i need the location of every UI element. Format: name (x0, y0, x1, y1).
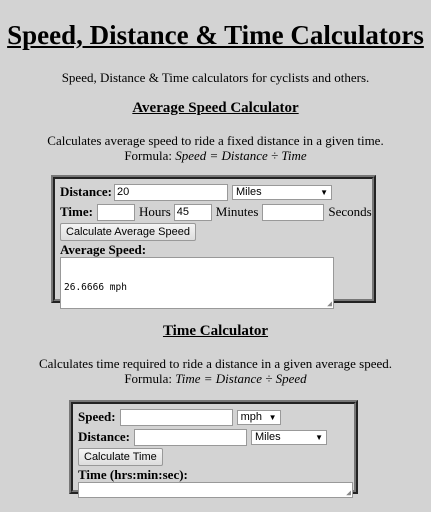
time-calc-formula: Time = Distance ÷ Speed (175, 371, 307, 386)
calculate-average-speed-button[interactable]: Calculate Average Speed (60, 223, 196, 241)
resize-grip-icon[interactable]: ◢ (346, 488, 351, 497)
time-distance-label: Distance: (78, 429, 130, 444)
calculate-time-button[interactable]: Calculate Time (78, 448, 163, 466)
average-speed-label: Average Speed: (60, 242, 147, 257)
avg-speed-desc-text: Calculates average speed to ride a fixed distance in a given time. (47, 133, 384, 148)
time-calc-form (69, 400, 358, 497)
minutes-input[interactable] (174, 204, 212, 221)
speed-label: Speed: (78, 409, 116, 424)
distance-input[interactable] (114, 184, 228, 201)
avg-speed-form (51, 175, 376, 308)
minutes-label: Minutes (215, 204, 259, 219)
page-intro: Speed, Distance & Time calculators for cyclists and others. (61, 70, 370, 85)
time-calc-heading: Time Calculator (162, 323, 269, 339)
time-calc-desc-text: Calculates time required to ride a distance in a given average speed. (38, 356, 393, 371)
chevron-down-icon: ▼ (320, 187, 328, 197)
time-calc-formula-line (0, 371, 431, 386)
avg-speed-formula-line (0, 148, 431, 163)
time-result-output[interactable] (78, 482, 353, 498)
time-distance-unit-value: Miles (255, 431, 281, 443)
distance-unit-value: Miles (236, 186, 262, 198)
avg-speed-heading: Average Speed Calculator (132, 100, 299, 116)
time-label: Time: (60, 204, 93, 219)
chevron-down-icon: ▼ (315, 432, 323, 442)
resize-grip-icon[interactable]: ◢ (327, 299, 332, 308)
hours-input[interactable] (97, 204, 135, 221)
speed-unit-value: mph (240, 411, 262, 423)
speed-unit-select[interactable] (237, 410, 281, 425)
speed-input[interactable] (120, 409, 233, 426)
time-distance-input[interactable] (134, 429, 247, 446)
seconds-label: Seconds (328, 204, 372, 219)
distance-unit-select[interactable] (232, 185, 332, 200)
seconds-input[interactable] (262, 204, 324, 221)
time-distance-unit-select[interactable] (251, 430, 327, 445)
time-calc-description (0, 356, 431, 386)
page-title: Speed, Distance & Time Calculators (7, 20, 424, 50)
hours-label: Hours (138, 204, 171, 219)
result-line: 26.6666 mph (64, 282, 127, 293)
avg-speed-formula: Speed = Distance ÷ Time (175, 148, 307, 163)
chevron-down-icon: ▼ (268, 412, 277, 422)
time-calc-formula-prefix: Formula: (124, 371, 172, 386)
distance-label: Distance: (60, 184, 112, 199)
time-result-label: Time (hrs:min:sec): (78, 467, 188, 482)
average-speed-output[interactable] (60, 257, 334, 309)
avg-speed-formula-prefix: Formula: (124, 148, 172, 163)
avg-speed-description (0, 133, 431, 163)
